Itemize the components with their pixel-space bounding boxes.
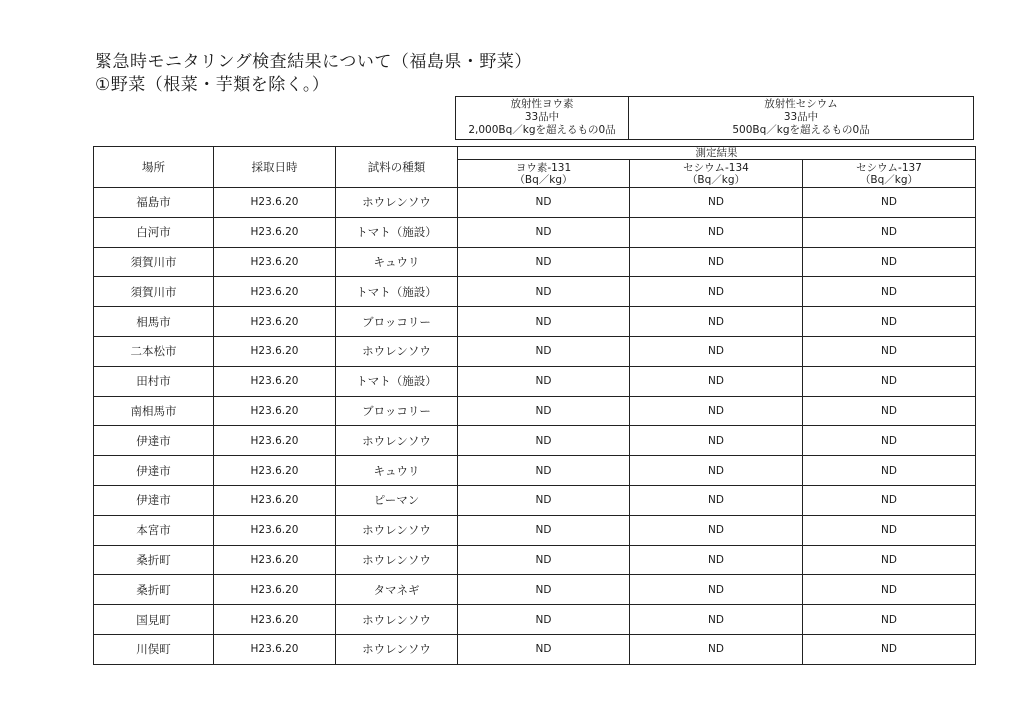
cell-cesium134: ND <box>630 515 803 545</box>
cell-place: 伊達市 <box>94 456 214 486</box>
document-title: 緊急時モニタリング検査結果について（福島県・野菜） <box>95 52 532 72</box>
cell-place: 桑折町 <box>94 545 214 575</box>
cell-place: 相馬市 <box>94 307 214 337</box>
cell-item: ホウレンソウ <box>336 545 458 575</box>
header-cesium134-label: セシウム-134 <box>683 161 749 174</box>
cell-date: H23.6.20 <box>214 575 336 605</box>
cell-item: ブロッコリー <box>336 396 458 426</box>
cell-cesium137: ND <box>803 575 976 605</box>
cell-iodine131: ND <box>458 575 630 605</box>
cell-cesium134: ND <box>630 634 803 664</box>
header-measurement: 測定結果 <box>458 147 976 160</box>
cell-cesium134: ND <box>630 605 803 635</box>
cell-place: 二本松市 <box>94 336 214 366</box>
cell-iodine131: ND <box>458 336 630 366</box>
cell-cesium134: ND <box>630 426 803 456</box>
cell-cesium137: ND <box>803 307 976 337</box>
cell-item: ホウレンソウ <box>336 336 458 366</box>
cell-place: 南相馬市 <box>94 396 214 426</box>
cell-place: 伊達市 <box>94 426 214 456</box>
cell-iodine131: ND <box>458 485 630 515</box>
iodine-summary-result: 2,000Bq／kgを超えるもの0品 <box>468 124 616 136</box>
cell-date: H23.6.20 <box>214 485 336 515</box>
cell-cesium137: ND <box>803 634 976 664</box>
header-cesium137-unit: （Bq／kg） <box>859 173 919 186</box>
table-row <box>94 247 976 277</box>
cell-iodine131: ND <box>458 277 630 307</box>
cell-item: ホウレンソウ <box>336 605 458 635</box>
cell-iodine131: ND <box>458 426 630 456</box>
table-row <box>94 336 976 366</box>
cell-cesium137: ND <box>803 605 976 635</box>
header-iodine131-label: ヨウ素-131 <box>515 161 572 174</box>
header-date: 採取日時 <box>214 147 336 188</box>
table-row <box>94 515 976 545</box>
header-cesium137-label: セシウム-137 <box>856 161 922 174</box>
cell-cesium134: ND <box>630 277 803 307</box>
cell-item: ホウレンソウ <box>336 426 458 456</box>
cell-date: H23.6.20 <box>214 336 336 366</box>
cell-cesium137: ND <box>803 515 976 545</box>
cell-iodine131: ND <box>458 247 630 277</box>
cell-item: トマト（施設） <box>336 366 458 396</box>
cell-place: 白河市 <box>94 217 214 247</box>
table-row <box>94 545 976 575</box>
cell-cesium137: ND <box>803 396 976 426</box>
cell-iodine131: ND <box>458 456 630 486</box>
cell-date: H23.6.20 <box>214 515 336 545</box>
cell-iodine131: ND <box>458 307 630 337</box>
cell-date: H23.6.20 <box>214 426 336 456</box>
cell-cesium134: ND <box>630 575 803 605</box>
cell-date: H23.6.20 <box>214 456 336 486</box>
cell-item: ホウレンソウ <box>336 188 458 218</box>
cell-place: 須賀川市 <box>94 277 214 307</box>
table-row <box>94 307 976 337</box>
cell-date: H23.6.20 <box>214 366 336 396</box>
cell-cesium137: ND <box>803 277 976 307</box>
table-row <box>94 575 976 605</box>
cell-cesium137: ND <box>803 188 976 218</box>
cell-iodine131: ND <box>458 396 630 426</box>
cell-item: キュウリ <box>336 456 458 486</box>
header-place: 場所 <box>94 147 214 188</box>
cell-place: 須賀川市 <box>94 247 214 277</box>
header-cesium134 <box>630 160 803 188</box>
cell-place: 国見町 <box>94 605 214 635</box>
table-row <box>94 188 976 218</box>
cell-item: ブロッコリー <box>336 307 458 337</box>
cell-iodine131: ND <box>458 515 630 545</box>
table-row <box>94 456 976 486</box>
cell-item: タマネギ <box>336 575 458 605</box>
iodine-summary <box>456 97 629 139</box>
cell-item: トマト（施設） <box>336 277 458 307</box>
cell-cesium134: ND <box>630 545 803 575</box>
cell-item: トマト（施設） <box>336 217 458 247</box>
cell-cesium137: ND <box>803 336 976 366</box>
table-row <box>94 396 976 426</box>
cell-item: ピーマン <box>336 485 458 515</box>
cell-place: 川俣町 <box>94 634 214 664</box>
cesium-summary-count: 33品中 <box>783 111 819 123</box>
cell-item: ホウレンソウ <box>336 515 458 545</box>
document-subtitle: ①野菜（根菜・芋類を除く。） <box>95 75 330 95</box>
cell-item: キュウリ <box>336 247 458 277</box>
cell-date: H23.6.20 <box>214 545 336 575</box>
cell-cesium134: ND <box>630 456 803 486</box>
cell-date: H23.6.20 <box>214 247 336 277</box>
cell-cesium137: ND <box>803 217 976 247</box>
cell-cesium134: ND <box>630 336 803 366</box>
table-row <box>94 634 976 664</box>
header-iodine131-unit: （Bq／kg） <box>514 173 573 186</box>
table-row <box>94 217 976 247</box>
cell-place: 福島市 <box>94 188 214 218</box>
iodine-summary-count: 33品中 <box>524 111 560 123</box>
cell-iodine131: ND <box>458 217 630 247</box>
cell-iodine131: ND <box>458 634 630 664</box>
cell-place: 田村市 <box>94 366 214 396</box>
cesium-summary-heading: 放射性セシウム <box>764 98 838 110</box>
cell-place: 本宮市 <box>94 515 214 545</box>
cell-date: H23.6.20 <box>214 217 336 247</box>
cell-date: H23.6.20 <box>214 307 336 337</box>
cell-iodine131: ND <box>458 188 630 218</box>
summary-box <box>455 96 974 140</box>
table-row <box>94 366 976 396</box>
cell-item: ホウレンソウ <box>336 634 458 664</box>
results-table <box>93 146 976 665</box>
cesium-summary-result: 500Bq／kgを超えるもの0品 <box>732 124 870 136</box>
cell-cesium134: ND <box>630 396 803 426</box>
table-row <box>94 485 976 515</box>
cell-cesium137: ND <box>803 485 976 515</box>
cell-cesium134: ND <box>630 366 803 396</box>
header-item: 試料の種類 <box>336 147 458 188</box>
cell-cesium134: ND <box>630 247 803 277</box>
iodine-summary-heading: 放射性ヨウ素 <box>510 98 574 110</box>
cell-date: H23.6.20 <box>214 188 336 218</box>
cell-iodine131: ND <box>458 605 630 635</box>
cesium-summary <box>629 97 973 139</box>
cell-cesium137: ND <box>803 247 976 277</box>
header-cesium134-unit: （Bq／kg） <box>686 173 746 186</box>
cell-iodine131: ND <box>458 366 630 396</box>
cell-cesium137: ND <box>803 366 976 396</box>
cell-cesium134: ND <box>630 307 803 337</box>
cell-cesium134: ND <box>630 217 803 247</box>
cell-date: H23.6.20 <box>214 396 336 426</box>
table-row <box>94 277 976 307</box>
header-cesium137 <box>803 160 976 188</box>
cell-place: 伊達市 <box>94 485 214 515</box>
cell-cesium134: ND <box>630 485 803 515</box>
cell-cesium137: ND <box>803 426 976 456</box>
cell-date: H23.6.20 <box>214 605 336 635</box>
results-table-body <box>94 188 976 665</box>
cell-iodine131: ND <box>458 545 630 575</box>
cell-place: 桑折町 <box>94 575 214 605</box>
cell-date: H23.6.20 <box>214 634 336 664</box>
cell-cesium137: ND <box>803 545 976 575</box>
table-row <box>94 426 976 456</box>
header-iodine131 <box>458 160 630 188</box>
cell-date: H23.6.20 <box>214 277 336 307</box>
table-row <box>94 605 976 635</box>
cell-cesium134: ND <box>630 188 803 218</box>
cell-cesium137: ND <box>803 456 976 486</box>
